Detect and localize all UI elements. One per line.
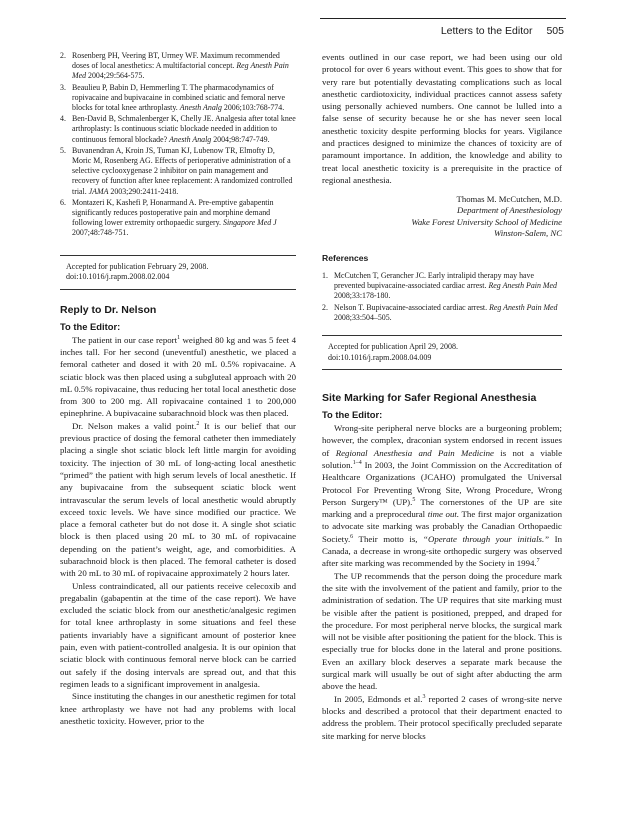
references-heading: References <box>322 253 369 264</box>
signature-block <box>322 194 562 239</box>
site-marking-salutation: To the Editor: <box>322 409 383 421</box>
reference-item: 1. McCutchen T, Gerancher JC. Early intralipid therapy may have prevented bupivacaine-associated cardiac arrest. Reg Anesth Pain Med 2008;33:178-180. <box>322 271 557 301</box>
page-number: 505 <box>546 25 564 37</box>
right-column <box>322 51 562 742</box>
site-marking-body <box>322 422 562 742</box>
author-department: Department of Anesthesiology <box>456 205 562 216</box>
reply-reference-list <box>322 271 562 323</box>
paragraph: Unless contraindicated, all our patients receive celecoxib and pregabalin (gabapentin at the time of the case report). We have excluded the sciatic block from our anesthetic/analgesic regimen for total knee arthroplasty in some situations and feel these patients invariably have a significant amount of posterior knee pain, even with patient-controlled analgesia. It is our opinion that sciatic block with continuous femoral nerve block can be carried out safely if the dosing intervals are spread out, and that this regimen leads to a significant improvement in analgesia. <box>60 580 296 689</box>
paragraph: The UP recommends that the person doing the procedure mark the site with the involvement of the patient and family, prior to the administration of sedation. The UP requires that site marking must be visible after the patient is positioned, prepped, and draped for the procedure. For most peripheral nerve blocks, the surgical mark will not be visible after positioning the patient for the block. This is especially true for blocks done in the lateral and prone positions. Even an axillary block deserves a separate mark because the surgical mark will usually be out of sight after abducting the arm above the head. <box>322 570 562 692</box>
reply-body <box>60 334 296 728</box>
divider <box>322 335 562 336</box>
reference-item: 4. Ben-David B, Schmalenberger K, Chelly JE. Analgesia after total knee arthroplasty: Is continuous sciatic blockade needed in addition to continuous femoral blockade? Anesth Analg 2004;98:747-749. <box>60 114 296 144</box>
paragraph: In 2005, Edmonds et al.$^3$ reported 2 cases of wrong-site nerve blocks and described a protocol that their department enacted to address the problem. Their protocol specifically precluded separate site marking for nerve blocks <box>322 693 563 741</box>
reply-salutation: To the Editor: <box>60 320 121 332</box>
paragraph: The patient in our case report$^1$ weighed 80 kg and was 5 feet 4 inches tall. For her second (uneventful) anesthetic, we placed a femoral catheter and dosed it with 20 mL 0.5% ropivacaine. A sciatic block was then placed using a subgluteal approach with 20 mL 0.5% ropivacaine, thus reducing her total local anesthetic dose from 300 to 200 mg. All ropivacaine contained 1 to 200,000 epinephrine. A bupivacaine subarachnoid block was then placed. <box>60 334 296 419</box>
running-head-title: Letters to the Editor <box>440 25 533 37</box>
reply-title: Reply to Dr. Nelson <box>60 303 157 316</box>
author-institution: Wake Forest University School of Medicine <box>411 216 562 227</box>
reference-item: 2. Nelson T. Bupivacaine-associated cardiac arrest. Reg Anesth Pain Med 2008;33:504–505. <box>322 302 558 322</box>
reference-item: 6. Montazeri K, Kashefi P, Honarmand A. Pre-emptive gabapentin significantly reduces postoperative pain and morphine demand following lower extremity orthopaedic surgery. Singapore Med J 2007;48:748-751. <box>60 197 277 238</box>
divider <box>60 255 296 256</box>
running-head <box>441 25 564 37</box>
top-reference-list <box>60 51 296 239</box>
accepted-note: Accepted for publication February 29, 2008. doi:10.1016/j.rapm.2008.02.004 <box>66 261 209 282</box>
site-marking-title: Site Marking for Safer Regional Anesthesia <box>322 392 537 405</box>
reference-item: 3. Beaulieu P, Babin D, Hemmerling T. The pharmacodynamics of ropivacaine and bupivacaine in combined sciatic and femoral nerve blocks for total knee arthroplasty. Anesth Analg 2006;103:768-774. <box>60 82 285 113</box>
divider <box>60 289 296 290</box>
header-rule <box>320 18 566 19</box>
reference-item: 2. Rosenberg PH, Veering BT, Urmey WF. Maximum recommended doses of local anesthetics: A multifactorial concept. Reg Anesth Pain Med 2004;29:564-575. <box>60 51 289 81</box>
divider <box>322 369 562 370</box>
paragraph: Dr. Nelson makes a valid point.$^2$ It is our belief that our previous practice of dosing the femoral catheter then immediately placing a single shot sciatic block left little margin for avoiding toxicity. The injection of 30 mL of long-acting local anesthetic “primed” the patient with high serum levels of local anesthetic. If any bupivacaine from the subsequent sciatic block went intravascular the serum levels of local anesthetic would abruptly exceed toxic levels. We have since modified our practice. We place a femoral catheter but do not dose it. A single shot sciatic block is then placed using 20 mL to 30 mL of ropivacaine depending on the patient’s weight, age, and comorbidities. A subarachnoid block is then placed. The femoral catheter is dosed with 20 mL to 30 mL of ropivacaine approximately 2 hours later. <box>60 420 296 579</box>
left-column <box>60 51 296 727</box>
reference-item: 5. Buvanendran A, Kroin JS, Tuman KJ, Lubenow TR, Elmofty D, Moric M, Rosenberg AG. Effects of perioperative administration of a selective cyclooxygenase 2 inhibitor on pain management and recovery of function after knee replacement: A randomized controlled trial. JAMA 2003;290:2411-2418. <box>60 145 293 196</box>
accepted-note: Accepted for publication April 29, 2008. doi:10.1016/j.rapm.2008.04.009 <box>328 342 458 362</box>
paragraph: Wrong-site peripheral nerve blocks are a burgeoning problem; however, the complex, draconian system endorsed in recent issues of Regional Anesthesia and Pain Medicine is not a viable solution.$^{1-4}$ In 2003, the Joint Commission on the Accreditation of Healthcare Organizations (JCAHO) promulgated the Universal Protocol For Preventing Wrong Site, Wrong Procedure, Wrong Person Surgery™ (UP).$^5$ The cornerstones of the UP are site marking and a preprocedural time out. The first major organization to advocate site marking was probably the Canadian Orthopaedic Society.$^6$ Their motto is, “Operate through your initials.” In Canada, a decrease in wrong-site orthopedic surgery was observed after site marking was recommended by the Society in 1994.$^7$ <box>322 423 563 569</box>
author-name: Thomas M. McCutchen, M.D. <box>456 194 562 205</box>
author-city: Winston-Salem, NC <box>493 227 562 238</box>
paragraph: Since instituting the changes in our anesthetic regimen for total knee arthroplasty we have not had any problems with local anesthetic toxicity. However, prior to the <box>60 691 296 726</box>
paragraph: events outlined in our case report, we had been using our old protocol for over 6 years without event. This goes to show that for very rare but potentially devastating complications such as local anesthetic cardiotoxicity, individual practices cannot assess safety using personally achieved numbers. One cannot be lulled into a false sense of security because he or she has never seen local anesthetic toxicity despite performing blocks for years. Vigilance and practices designed to minimize the chances of toxicity are of paramount importance. In addition, the knowledge and ability to treat local anesthetic toxicity is a prerequisite in the practice of regional anesthesia. <box>322 52 562 185</box>
reply-body-continued <box>322 51 562 186</box>
